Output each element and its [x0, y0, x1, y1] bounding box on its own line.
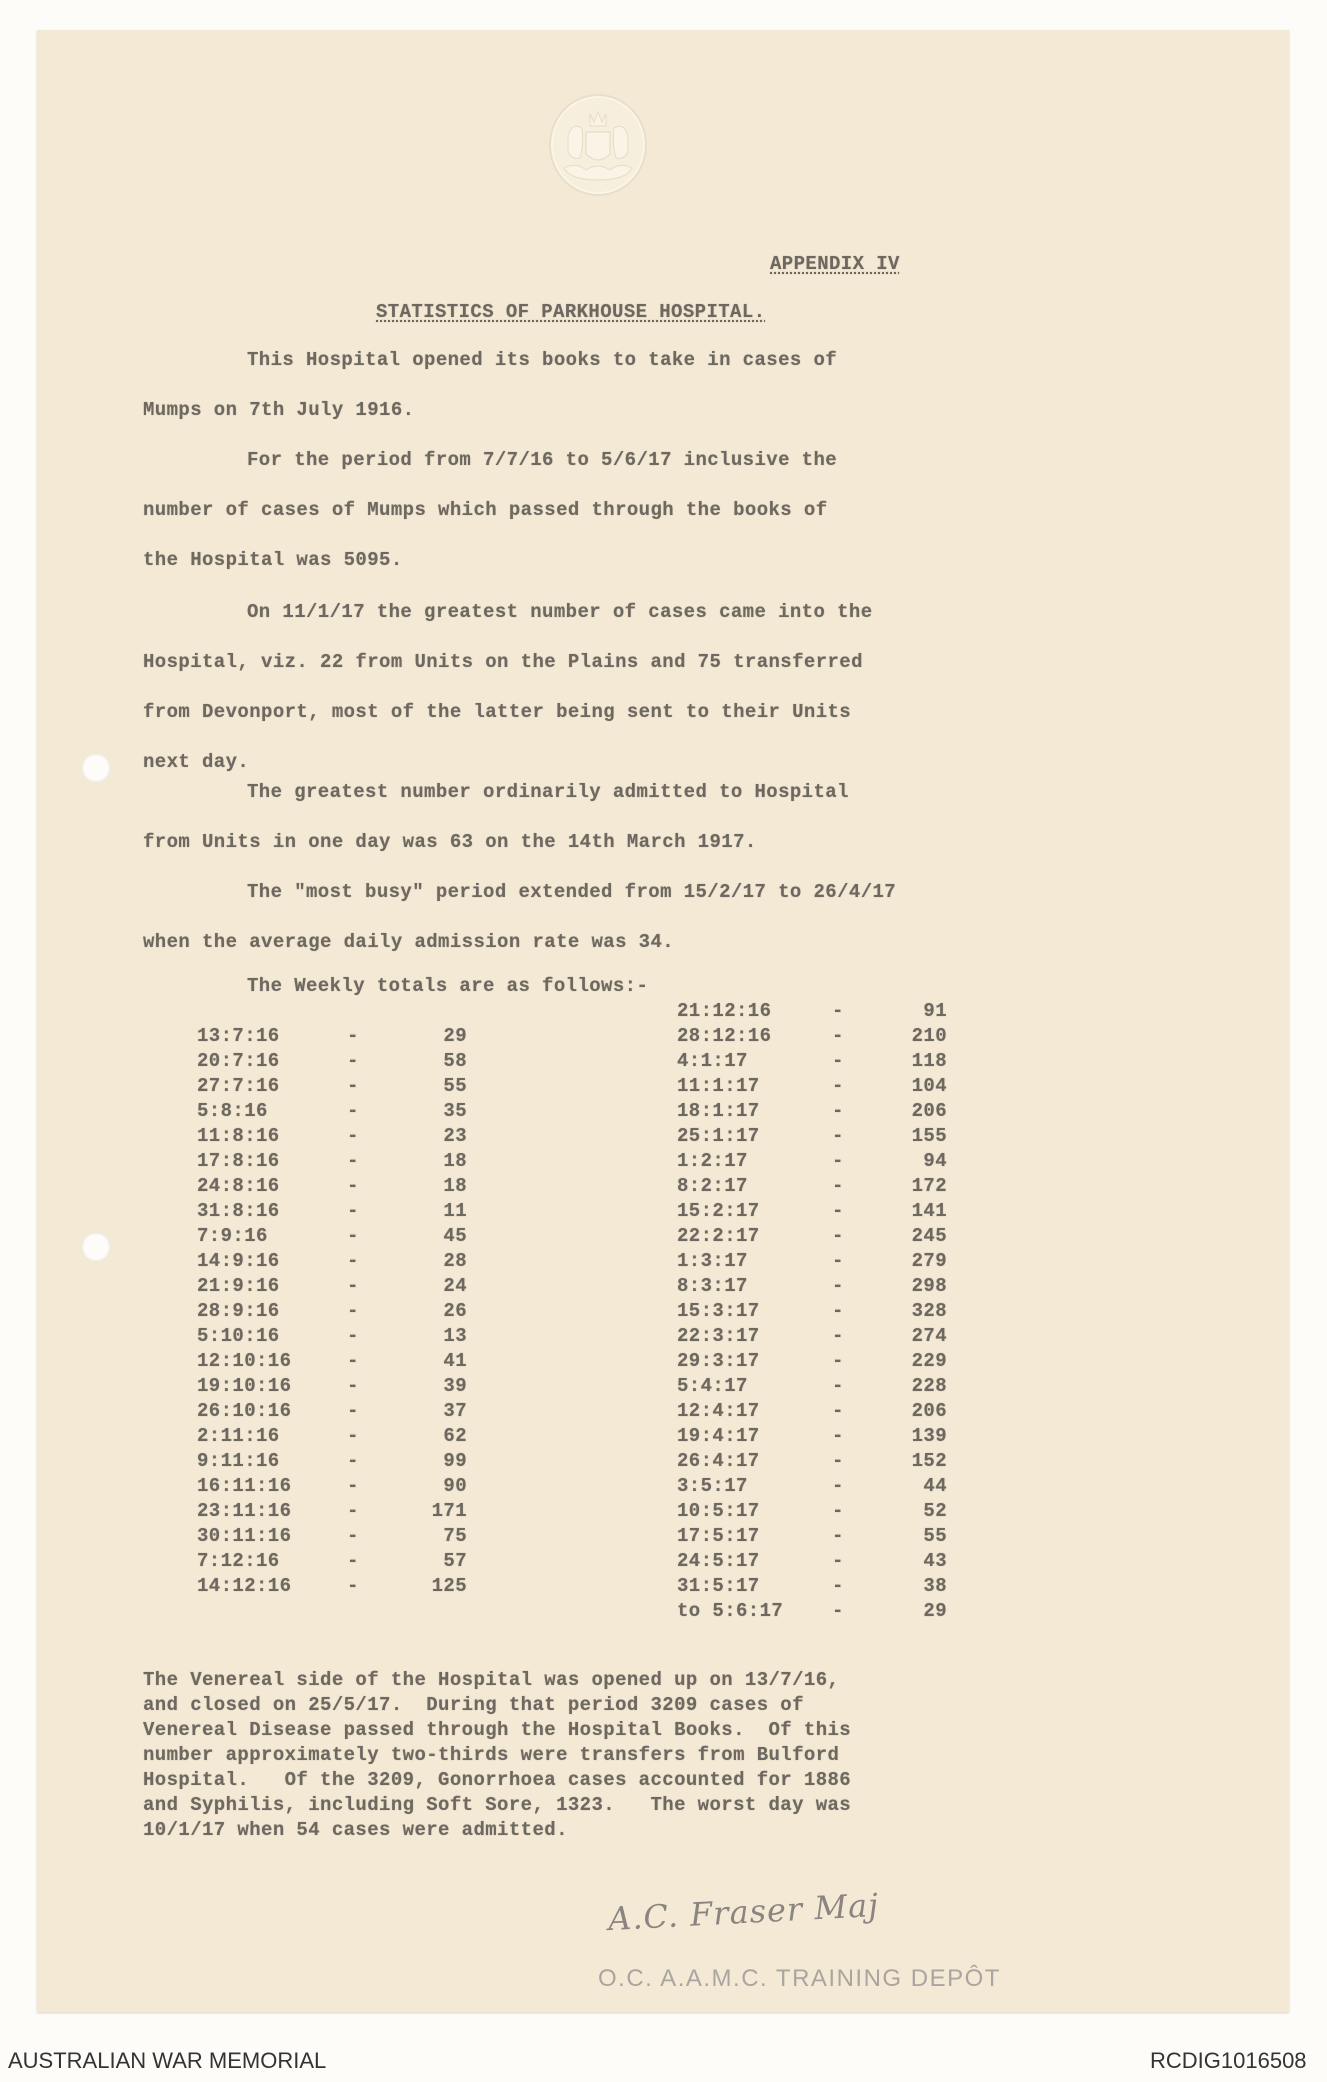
separator-dash: - [832, 1600, 844, 1622]
weekly-total-row [677, 1076, 1037, 1096]
week-total: 229 [911, 1350, 947, 1372]
weekly-total-row [197, 1226, 557, 1246]
weekly-total-row [197, 1551, 557, 1571]
week-date: 26:4:17 [677, 1450, 760, 1472]
separator-dash: - [832, 1225, 844, 1247]
week-total: 29 [443, 1025, 467, 1047]
separator-dash: - [347, 1225, 359, 1247]
separator-dash: - [832, 1500, 844, 1522]
week-date: 5:10:16 [197, 1325, 280, 1347]
week-date: 19:10:16 [197, 1375, 292, 1397]
weekly-total-row [677, 1026, 1037, 1046]
week-date: 12:10:16 [197, 1350, 292, 1372]
week-date: 21:9:16 [197, 1275, 280, 1297]
paragraph-line: The Weekly totals are as follows:- [247, 975, 649, 997]
paragraph-line: from Devonport, most of the latter being sent to their Units [143, 701, 852, 723]
week-date: 5:4:17 [677, 1375, 748, 1397]
separator-dash: - [832, 1325, 844, 1347]
separator-dash: - [832, 1100, 844, 1122]
weekly-total-row [677, 1101, 1037, 1121]
week-date: 17:8:16 [197, 1150, 280, 1172]
week-total: 279 [911, 1250, 947, 1272]
paragraph-line: On 11/1/17 the greatest number of cases came into the [247, 601, 873, 623]
weekly-total-row [677, 1126, 1037, 1146]
week-total: 206 [911, 1100, 947, 1122]
week-date: 10:5:17 [677, 1500, 760, 1522]
separator-dash: - [347, 1100, 359, 1122]
week-total: 245 [911, 1225, 947, 1247]
separator-dash: - [347, 1250, 359, 1272]
week-date: 29:3:17 [677, 1350, 760, 1372]
separator-dash: - [347, 1050, 359, 1072]
separator-dash: - [347, 1550, 359, 1572]
week-date: 22:3:17 [677, 1325, 760, 1347]
separator-dash: - [347, 1125, 359, 1147]
week-total: 206 [911, 1400, 947, 1422]
week-total: 141 [911, 1200, 947, 1222]
paragraph-line: For the period from 7/7/16 to 5/6/17 inclusive the [247, 449, 838, 471]
weekly-total-row [197, 1276, 557, 1296]
separator-dash: - [347, 1200, 359, 1222]
weekly-total-row [677, 1476, 1037, 1496]
week-date: 24:8:16 [197, 1175, 280, 1197]
separator-dash: - [347, 1075, 359, 1097]
separator-dash: - [832, 1275, 844, 1297]
weekly-total-row [677, 1426, 1037, 1446]
week-total: 171 [431, 1500, 467, 1522]
week-total: 75 [443, 1525, 467, 1547]
weekly-total-row [197, 1476, 557, 1496]
week-total: 38 [923, 1575, 947, 1597]
week-total: 62 [443, 1425, 467, 1447]
paragraph-line: The "most busy" period extended from 15/2/17 to 26/4/17 [247, 881, 897, 903]
separator-dash: - [832, 1350, 844, 1372]
week-date: 1:3:17 [677, 1250, 748, 1272]
week-date: 5:8:16 [197, 1100, 268, 1122]
separator-dash: - [347, 1275, 359, 1297]
separator-dash: - [347, 1325, 359, 1347]
weekly-total-row [197, 1026, 557, 1046]
week-date: 7:12:16 [197, 1550, 280, 1572]
paragraph-line: Venereal Disease passed through the Hospital Books. Of this [143, 1719, 852, 1741]
week-total: 13 [443, 1325, 467, 1347]
week-total: 44 [923, 1475, 947, 1497]
separator-dash: - [347, 1350, 359, 1372]
footer-record-id: RCDIG1016508 [1150, 2048, 1307, 2073]
week-total: 24 [443, 1275, 467, 1297]
week-total: 28 [443, 1250, 467, 1272]
week-date: 28:12:16 [677, 1025, 772, 1047]
weekly-total-row [197, 1051, 557, 1071]
week-date: 11:8:16 [197, 1125, 280, 1147]
separator-dash: - [347, 1400, 359, 1422]
paragraph-line: Hospital, viz. 22 from Units on the Plains and 75 transferred [143, 651, 863, 673]
week-total: 91 [923, 1000, 947, 1022]
week-date: 25:1:17 [677, 1125, 760, 1147]
separator-dash: - [832, 1200, 844, 1222]
week-total: 172 [911, 1175, 947, 1197]
week-total: 118 [911, 1050, 947, 1072]
weekly-total-row [677, 1351, 1037, 1371]
week-date: 14:9:16 [197, 1250, 280, 1272]
weekly-total-row [197, 1526, 557, 1546]
stamp: O.C. A.A.M.C. TRAINING DEPÔT [598, 1965, 1001, 1992]
paragraph-line: from Units in one day was 63 on the 14th March 1917. [143, 831, 757, 853]
week-total: 55 [443, 1075, 467, 1097]
week-total: 11 [443, 1200, 467, 1222]
week-date: 19:4:17 [677, 1425, 760, 1447]
weekly-total-row [677, 1401, 1037, 1421]
week-date: to 5:6:17 [677, 1600, 784, 1622]
week-total: 55 [923, 1525, 947, 1547]
weekly-total-row [197, 1426, 557, 1446]
weekly-total-row [677, 1301, 1037, 1321]
separator-dash: - [832, 1525, 844, 1547]
week-total: 18 [443, 1150, 467, 1172]
separator-dash: - [832, 1150, 844, 1172]
week-total: 29 [923, 1600, 947, 1622]
paragraph-line: Mumps on 7th July 1916. [143, 399, 415, 421]
separator-dash: - [832, 1400, 844, 1422]
weekly-total-row [677, 1201, 1037, 1221]
separator-dash: - [347, 1450, 359, 1472]
paragraph-line: when the average daily admission rate was 34. [143, 931, 675, 953]
week-total: 26 [443, 1300, 467, 1322]
separator-dash: - [832, 1125, 844, 1147]
separator-dash: - [832, 1000, 844, 1022]
week-date: 11:1:17 [677, 1075, 760, 1097]
punch-hole [81, 753, 111, 783]
document-page [37, 30, 1289, 2012]
week-date: 28:9:16 [197, 1300, 280, 1322]
week-total: 52 [923, 1500, 947, 1522]
weekly-total-row [197, 1151, 557, 1171]
paragraph-line: next day. [143, 751, 250, 773]
weekly-total-row [677, 1501, 1037, 1521]
weekly-total-row [677, 1451, 1037, 1471]
separator-dash: - [347, 1175, 359, 1197]
week-date: 16:11:16 [197, 1475, 292, 1497]
separator-dash: - [347, 1525, 359, 1547]
paragraph-line: and Syphilis, including Soft Sore, 1323. The worst day was [143, 1794, 852, 1816]
separator-dash: - [832, 1175, 844, 1197]
weekly-total-row [197, 1501, 557, 1521]
week-total: 104 [911, 1075, 947, 1097]
week-date: 30:11:16 [197, 1525, 292, 1547]
weekly-total-row [197, 1251, 557, 1271]
week-total: 155 [911, 1125, 947, 1147]
week-date: 27:7:16 [197, 1075, 280, 1097]
week-date: 22:2:17 [677, 1225, 760, 1247]
week-total: 35 [443, 1100, 467, 1122]
punch-hole [81, 1232, 111, 1262]
weekly-total-row [677, 1376, 1037, 1396]
separator-dash: - [347, 1500, 359, 1522]
week-total: 328 [911, 1300, 947, 1322]
appendix-label: APPENDIX IV [770, 253, 900, 275]
paragraph-line: The Venereal side of the Hospital was opened up on 13/7/16, [143, 1669, 840, 1691]
weekly-total-row [677, 1526, 1037, 1546]
paragraph-line: Hospital. Of the 3209, Gonorrhoea cases accounted for 1886 [143, 1769, 852, 1791]
week-total: 94 [923, 1150, 947, 1172]
week-date: 8:3:17 [677, 1275, 748, 1297]
week-total: 23 [443, 1125, 467, 1147]
separator-dash: - [347, 1300, 359, 1322]
weekly-total-row [197, 1126, 557, 1146]
week-total: 39 [443, 1375, 467, 1397]
week-date: 18:1:17 [677, 1100, 760, 1122]
paragraph-line: and closed on 25/5/17. During that period 3209 cases of [143, 1694, 804, 1716]
separator-dash: - [832, 1375, 844, 1397]
paragraph-line: number approximately two-thirds were transfers from Bulford [143, 1744, 840, 1766]
week-date: 24:5:17 [677, 1550, 760, 1572]
paragraph-line: number of cases of Mumps which passed through the books of [143, 499, 828, 521]
separator-dash: - [347, 1025, 359, 1047]
weekly-total-row [197, 1401, 557, 1421]
weekly-total-row [197, 1101, 557, 1121]
week-total: 99 [443, 1450, 467, 1472]
week-total: 18 [443, 1175, 467, 1197]
separator-dash: - [347, 1475, 359, 1497]
footer-institution: AUSTRALIAN WAR MEMORIAL [8, 2048, 327, 2073]
weekly-total-row [197, 1576, 557, 1596]
week-date: 3:5:17 [677, 1475, 748, 1497]
paragraph-line: The greatest number ordinarily admitted to Hospital [247, 781, 849, 803]
week-total: 125 [431, 1575, 467, 1597]
week-total: 41 [443, 1350, 467, 1372]
week-date: 15:2:17 [677, 1200, 760, 1222]
weekly-total-row [197, 1301, 557, 1321]
weekly-total-row [197, 1376, 557, 1396]
week-total: 90 [443, 1475, 467, 1497]
separator-dash: - [347, 1425, 359, 1447]
separator-dash: - [832, 1025, 844, 1047]
separator-dash: - [347, 1375, 359, 1397]
weekly-total-row [197, 1201, 557, 1221]
week-date: 15:3:17 [677, 1300, 760, 1322]
week-date: 20:7:16 [197, 1050, 280, 1072]
separator-dash: - [832, 1075, 844, 1097]
separator-dash: - [832, 1450, 844, 1472]
week-date: 2:11:16 [197, 1425, 280, 1447]
weekly-total-row [677, 1551, 1037, 1571]
week-total: 58 [443, 1050, 467, 1072]
signature: A.C. Fraser Maj [607, 1885, 880, 1939]
week-total: 45 [443, 1225, 467, 1247]
paragraph-line: the Hospital was 5095. [143, 549, 403, 571]
weekly-total-row [677, 1601, 1037, 1621]
royal-crest-emboss-icon [546, 92, 650, 198]
paragraph-line: 10/1/17 when 54 cases were admitted. [143, 1819, 568, 1841]
weekly-total-row [677, 1151, 1037, 1171]
separator-dash: - [347, 1575, 359, 1597]
week-total: 152 [911, 1450, 947, 1472]
weekly-total-row [677, 1326, 1037, 1346]
week-date: 17:5:17 [677, 1525, 760, 1547]
week-date: 12:4:17 [677, 1400, 760, 1422]
separator-dash: - [832, 1250, 844, 1272]
week-total: 57 [443, 1550, 467, 1572]
weekly-total-row [197, 1076, 557, 1096]
week-total: 139 [911, 1425, 947, 1447]
week-date: 4:1:17 [677, 1050, 748, 1072]
week-date: 9:11:16 [197, 1450, 280, 1472]
weekly-total-row [677, 1576, 1037, 1596]
separator-dash: - [347, 1150, 359, 1172]
week-total: 228 [911, 1375, 947, 1397]
week-date: 26:10:16 [197, 1400, 292, 1422]
week-total: 43 [923, 1550, 947, 1572]
separator-dash: - [832, 1050, 844, 1072]
week-total: 210 [911, 1025, 947, 1047]
week-total: 298 [911, 1275, 947, 1297]
weekly-total-row [677, 1001, 1037, 1021]
week-date: 1:2:17 [677, 1150, 748, 1172]
paragraph-line: This Hospital opened its books to take in cases of [247, 349, 838, 371]
week-total: 37 [443, 1400, 467, 1422]
weekly-total-row [677, 1251, 1037, 1271]
week-date: 31:5:17 [677, 1575, 760, 1597]
weekly-total-row [677, 1226, 1037, 1246]
weekly-total-row [677, 1051, 1037, 1071]
week-date: 21:12:16 [677, 1000, 772, 1022]
week-date: 13:7:16 [197, 1025, 280, 1047]
weekly-total-row [197, 1451, 557, 1471]
weekly-total-row [677, 1176, 1037, 1196]
separator-dash: - [832, 1475, 844, 1497]
weekly-total-row [677, 1276, 1037, 1296]
separator-dash: - [832, 1575, 844, 1597]
week-date: 8:2:17 [677, 1175, 748, 1197]
weekly-total-row [197, 1351, 557, 1371]
weekly-total-row [197, 1326, 557, 1346]
week-total: 274 [911, 1325, 947, 1347]
document-title: STATISTICS OF PARKHOUSE HOSPITAL. [376, 301, 766, 323]
week-date: 31:8:16 [197, 1200, 280, 1222]
week-date: 7:9:16 [197, 1225, 268, 1247]
separator-dash: - [832, 1550, 844, 1572]
week-date: 14:12:16 [197, 1575, 292, 1597]
week-date: 23:11:16 [197, 1500, 292, 1522]
separator-dash: - [832, 1300, 844, 1322]
separator-dash: - [832, 1425, 844, 1447]
weekly-total-row [197, 1176, 557, 1196]
